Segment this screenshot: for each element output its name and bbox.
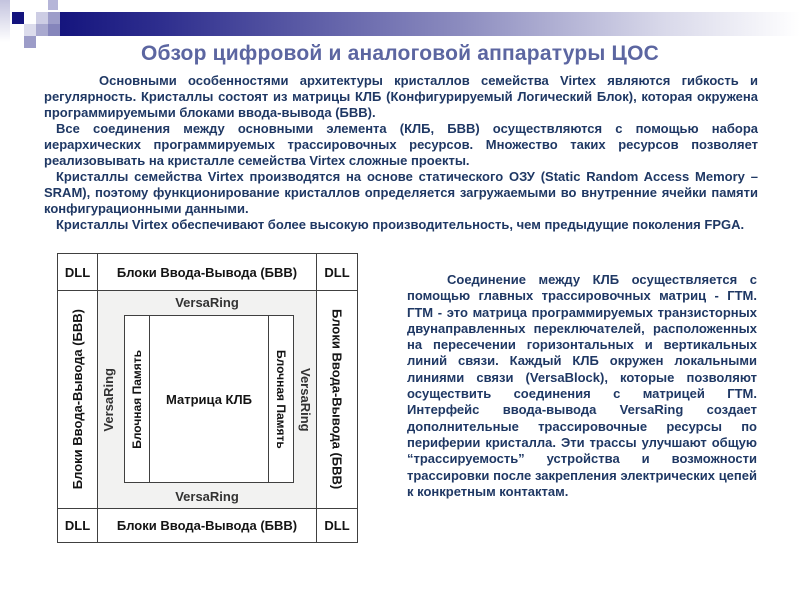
versaring-area [98,291,317,509]
io-blocks-top: Блоки Ввода-Вывода (БВВ) [98,254,317,291]
io-blocks-left [58,291,98,509]
io-blocks-bottom: Блоки Ввода-Вывода (БВВ) [98,509,317,542]
deco-square [48,24,60,36]
versaring-right-label: VersaRing [298,367,313,432]
deco-square [36,12,48,24]
block-memory-left: Блочная Память [125,316,150,482]
slide-title: Обзор цифровой и аналоговой аппаратуры ЦОС [141,42,659,65]
deco-square [48,12,60,24]
deco-square [48,0,58,10]
paragraph: Кристаллы семейства Virtex производятся на основе статического ОЗУ (Static Random Access Memory – SRAM), поэтому функционирование кристаллов определяется загружаемыми во внутренние ячейки памяти конфигурационными данными. [44,169,758,216]
io-blocks-right [317,291,357,509]
paragraph: Кристаллы Virtex обеспечивают более высокую производительность, чем предыдущие поколения FPGA. [56,217,745,232]
header-left-strip [0,0,10,42]
body-text-block [44,73,758,233]
block-memory-right: Блочная Память [268,316,293,482]
clb-matrix: Матрица КЛБ [166,391,252,407]
paragraph: Соединение между КЛБ осуществляется с помощью главных трассировочных матриц - ГТМ. ГТМ - это матрица программируемых транзисторных двунаправленных переключателей, расположенных на пересечении горизонтальных и вертикальных линий связи. Каждый КЛБ окружен локальными линиями связи (VersaBlock), которые позволяют осуществить соединения с матрицей ГТМ. Интерфейс ввода-вывода VersaRing создает дополнительные трассировочные ресурсы по периферии кристалла. Эти трассы улучшают общую “трассируемость” устройства и возможности трассировки после закрепления электрических цепей к конкретным контактам. [407,272,757,499]
io-blocks-right-label: Блоки Ввода-Вывода (БВВ) [329,309,345,490]
versaring-top-label: VersaRing [175,295,239,310]
header-gradient-bar [48,12,800,36]
paragraph: Основными особенностями архитектуры кристаллов семейства Virtex являются гибкость и регулярность. Кристаллы состоят из матрицы КЛБ (Конфигурируемый Логический Блок), которая окружена программируемыми блоками ввода-вывода (БВВ). [44,73,758,120]
clb-core-box [124,315,294,483]
deco-square [36,24,48,36]
dll-block-top-right: DLL [317,254,357,291]
versaring-left-label: VersaRing [101,367,116,432]
dll-block-bottom-right: DLL [324,518,350,533]
paragraph: Все соединения между основными элемента (КЛБ, БВВ) осуществляются с помощью набора иерархических программируемых трассировочных ресурсов. Множество таких ресурсов позволяет реализовывать на кристалле семейства Virtex сложные проекты. [44,121,758,168]
versaring-bottom-label: VersaRing [175,489,239,504]
deco-square [12,12,24,24]
deco-square [24,24,36,36]
fpga-architecture-diagram [57,253,358,543]
dll-block-bottom-left: DLL [58,509,98,542]
right-column-text [407,272,757,500]
io-blocks-left-label: Блоки Ввода-Вывода (БВВ) [70,309,85,490]
dll-block-top-left: DLL [58,254,98,291]
